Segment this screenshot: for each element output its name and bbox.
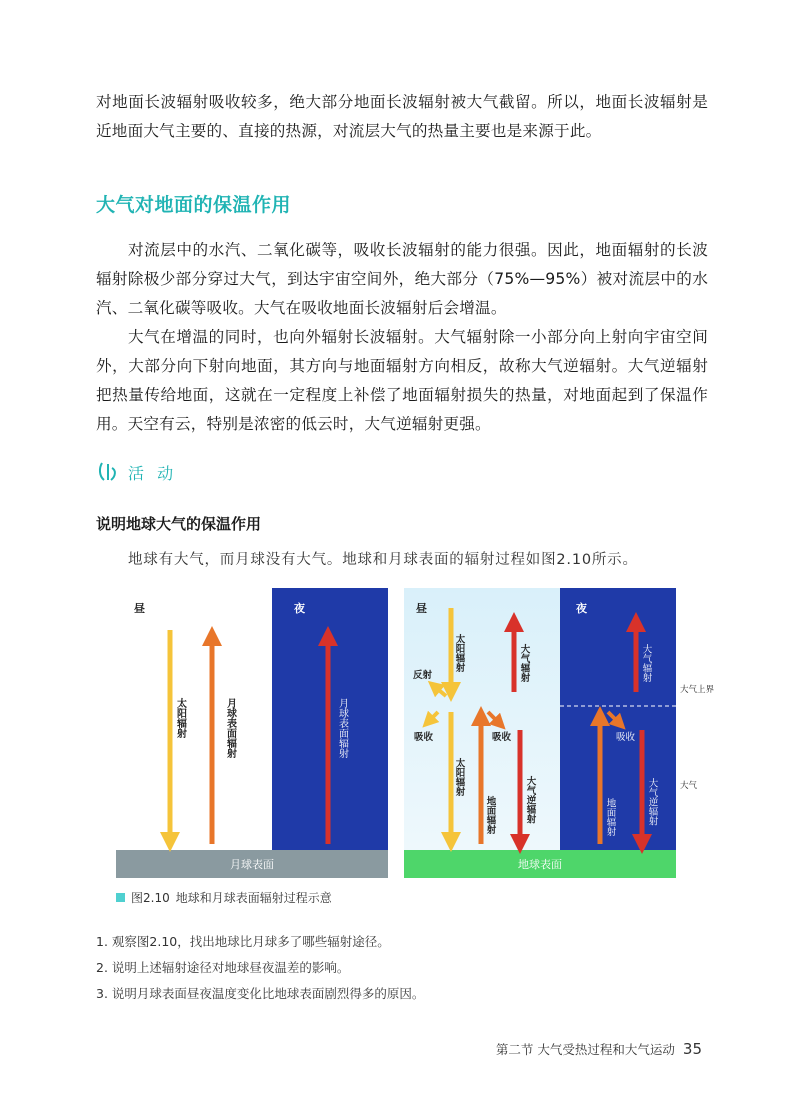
caption-number: 图2.10	[131, 891, 170, 905]
question-item: 2. 说明上述辐射途径对地球昼夜温差的影响。	[96, 960, 350, 975]
earth-day-label: 昼	[416, 602, 427, 615]
caption-text: 地球和月球表面辐射过程示意	[175, 891, 332, 905]
paragraph-absorption: 对流层中的水汽、二氧化碳等，吸收长波辐射的能力很强。因此，地面辐射的长波辐射除极少部分穿过大气，到达宇宙空间外，绝大部分（75%—95%）被对流层中的水汽、二氧化碳等吸收。大气在吸收地面长波辐射后会增温。	[96, 241, 708, 317]
activity-header	[96, 460, 177, 484]
moon-day-bg	[116, 588, 272, 850]
moon-day-label: 昼	[134, 602, 145, 615]
footer-section: 第二节 大气受热过程和大气运动	[495, 1042, 675, 1057]
night-atm-label: 大气辐射	[640, 644, 652, 682]
question-item: 1. 观察图2.10，找出地球比月球多了哪些辐射途径。	[96, 934, 390, 949]
earth-absorb-left-label: 吸收	[414, 732, 434, 743]
activity-icon	[96, 460, 120, 484]
moon-surface-label: 月球表面辐射	[224, 698, 236, 758]
earth-reflect-label: 反射	[413, 670, 433, 681]
question-item: 3. 说明月球表面昼夜温度变化比地球表面剧烈得多的原因。	[96, 986, 425, 1001]
earth-absorb-right-label: 吸收	[492, 732, 512, 743]
night-counter-label: 大气逆辐射	[646, 778, 658, 826]
night-ground-label: 地面辐射	[604, 798, 616, 836]
question-list	[96, 934, 424, 1012]
paragraph-counter-radiation: 大气在增温的同时，也向外辐射长波辐射。大气辐射除一小部分向上射向宇宙空间外，大部分向下射向地面，其方向与地面辐射方向相反，故称大气逆辐射。大气逆辐射把热量传给地面，这就在一定程度上补偿了地面辐射损失的热量，对地面起到了保温作用。天空有云，特别是浓密的低云时，大气逆辐射更强。	[96, 328, 708, 433]
figure-caption	[116, 889, 332, 906]
activity-title: 说明地球大气的保温作用	[96, 515, 262, 533]
night-absorb-label: 吸收	[616, 732, 636, 743]
caption-marker-icon	[116, 893, 125, 902]
paragraph-intro: 对地面长波辐射吸收较多，绝大部分地面长波辐射被大气截留。所以，地面长波辐射是近地面大气主要的、直接的热源，对流层大气的热量主要也是来源于此。	[96, 93, 708, 140]
activity-label: 活 动	[128, 463, 178, 483]
atm-label: 大气	[680, 781, 698, 791]
activity-intro: 地球有大气，而月球没有大气。地球和月球表面的辐射过程如图2.10所示。	[128, 552, 638, 568]
page-footer	[496, 1040, 702, 1058]
page-number: 35	[682, 1040, 702, 1058]
earth-ground-label-text: 地面辐射	[484, 796, 496, 834]
moon-night-label: 夜	[294, 602, 305, 615]
moon-ground-label: 月球表面	[230, 858, 274, 871]
earth-night-label: 夜	[576, 602, 587, 615]
earth-night-bg	[560, 588, 676, 850]
atm-top-label: 大气上界	[680, 685, 715, 695]
moon-night-rad-label: 月球表面辐射	[336, 698, 348, 758]
earth-atm-label: 大气辐射	[518, 644, 530, 682]
earth-solar-upper-label: 太阳辐射	[453, 634, 465, 672]
radiation-diagram	[116, 588, 715, 880]
section-title: 大气对地面的保温作用	[96, 194, 292, 216]
earth-ground-label: 地球表面	[518, 858, 562, 871]
moon-solar-label: 太阳辐射	[174, 698, 186, 738]
earth-solar-lower-label: 太阳辐射	[453, 758, 465, 796]
earth-counter-label: 大气逆辐射	[524, 776, 536, 824]
